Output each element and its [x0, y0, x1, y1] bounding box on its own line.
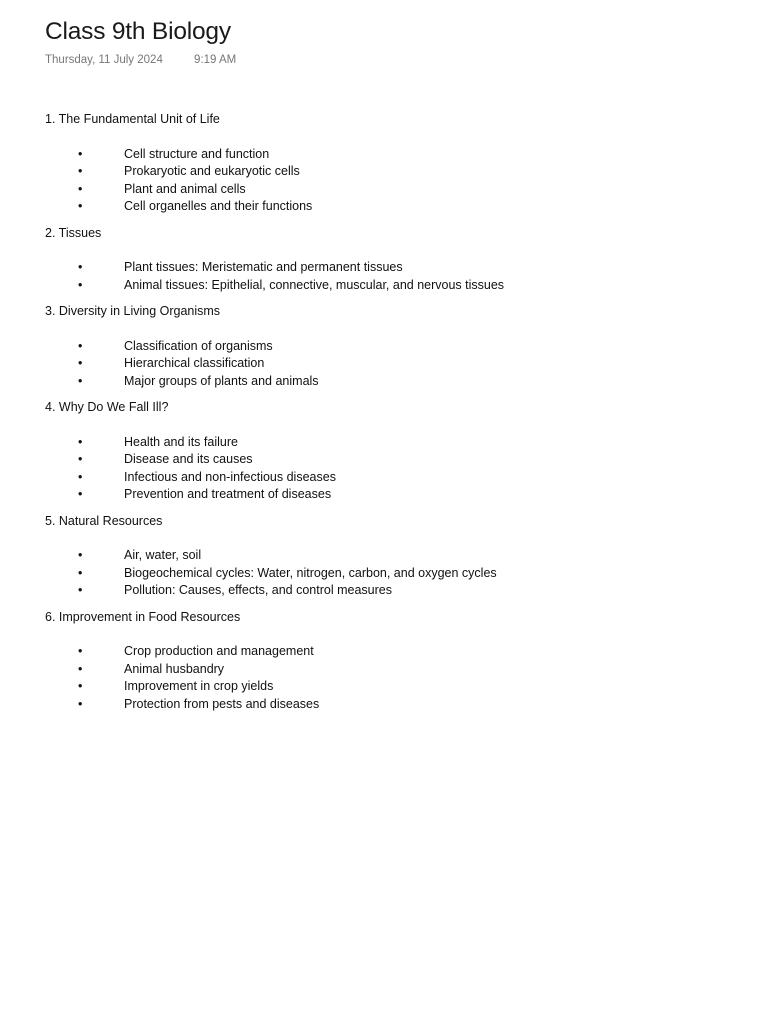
section-heading: 3. Diversity in Living Organisms: [45, 304, 221, 318]
bullet-item-text: Major groups of plants and animals: [124, 373, 319, 388]
section-heading: 2. Tissues: [45, 225, 102, 240]
note-timestamp: [45, 54, 236, 66]
outline-section: [45, 111, 745, 216]
bullet-list: [45, 547, 745, 600]
bullet-list-item: [45, 355, 745, 373]
bullet-list-item: [45, 486, 745, 504]
bullet-icon: •: [78, 696, 83, 711]
bullet-list: [45, 434, 745, 504]
bullet-icon: •: [78, 434, 83, 449]
bullet-icon: •: [78, 469, 83, 484]
bullet-list-item: [45, 163, 745, 181]
bullet-list: [45, 146, 745, 216]
bullet-item-text: Hierarchical classification: [124, 356, 265, 370]
bullet-list-item: [45, 277, 745, 295]
section-heading: 5. Natural Resources: [45, 513, 163, 528]
bullet-list-item: [45, 565, 745, 583]
bullet-list-item: [45, 547, 745, 565]
bullet-icon: •: [78, 277, 83, 292]
bullet-icon: •: [78, 164, 83, 178]
bullet-item-text: Classification of organisms: [124, 338, 273, 353]
bullet-list-item: [45, 146, 745, 164]
bullet-icon: •: [78, 356, 83, 370]
note-date: Thursday, 11 July 2024: [45, 54, 163, 66]
bullet-list-item: [45, 451, 745, 469]
bullet-item-text: Cell organelles and their functions: [124, 199, 313, 213]
bullet-list-item: [45, 181, 745, 199]
bullet-item-text: Improvement in crop yields: [124, 679, 274, 693]
bullet-list-item: [45, 198, 745, 216]
bullet-icon: •: [78, 260, 83, 274]
bullet-list-item: [45, 338, 745, 356]
bullet-icon: •: [78, 452, 83, 466]
outline-section: [45, 225, 745, 295]
bullet-list-item: [45, 582, 745, 600]
outline-section: [45, 609, 745, 714]
page-title[interactable]: Class 9th Biology: [45, 18, 231, 45]
section-heading: 4. Why Do We Fall Ill?: [45, 400, 169, 414]
bullet-icon: •: [78, 146, 83, 161]
bullet-icon: •: [78, 565, 83, 580]
bullet-icon: •: [78, 487, 83, 501]
bullet-item-text: Cell structure and function: [124, 146, 270, 161]
bullet-item-text: Plant tissues: Meristematic and permanent tissues: [124, 260, 403, 274]
outline-section: [45, 303, 745, 390]
bullet-icon: •: [78, 548, 83, 562]
bullet-icon: •: [78, 338, 83, 353]
outline-section: [45, 513, 745, 600]
outline-section: [45, 399, 745, 504]
bullet-list: [45, 643, 745, 713]
bullet-item-text: Air, water, soil: [124, 548, 202, 562]
bullet-item-text: Prevention and treatment of diseases: [124, 487, 332, 501]
bullet-item-text: Prokaryotic and eukaryotic cells: [124, 164, 300, 178]
bullet-item-text: Disease and its causes: [124, 452, 253, 466]
bullet-icon: •: [78, 373, 83, 388]
section-heading: 6. Improvement in Food Resources: [45, 609, 241, 624]
bullet-list-item: [45, 434, 745, 452]
bullet-item-text: Infectious and non-infectious diseases: [124, 469, 336, 484]
bullet-list-item: [45, 696, 745, 714]
bullet-icon: •: [78, 583, 83, 597]
note-body[interactable]: [45, 111, 745, 722]
bullet-item-text: Pollution: Causes, effects, and control measures: [124, 583, 392, 597]
bullet-list-item: [45, 373, 745, 391]
bullet-item-text: Animal tissues: Epithelial, connective, muscular, and nervous tissues: [124, 277, 505, 292]
bullet-list-item: [45, 469, 745, 487]
bullet-icon: •: [78, 199, 83, 213]
bullet-item-text: Animal husbandry: [124, 661, 225, 676]
bullet-list-item: [45, 678, 745, 696]
bullet-item-text: Crop production and management: [124, 644, 314, 658]
bullet-list: [45, 259, 745, 294]
bullet-item-text: Health and its failure: [124, 434, 238, 449]
bullet-icon: •: [78, 644, 83, 658]
bullet-list-item: [45, 643, 745, 661]
bullet-list-item: [45, 661, 745, 679]
bullet-item-text: Protection from pests and diseases: [124, 696, 320, 711]
bullet-icon: •: [78, 679, 83, 693]
bullet-icon: •: [78, 661, 83, 676]
bullet-item-text: Biogeochemical cycles: Water, nitrogen, carbon, and oxygen cycles: [124, 565, 497, 580]
bullet-icon: •: [78, 181, 83, 196]
bullet-item-text: Plant and animal cells: [124, 181, 246, 196]
note-time: 9:19 AM: [194, 54, 237, 66]
bullet-list: [45, 338, 745, 391]
section-heading: 1. The Fundamental Unit of Life: [45, 112, 220, 126]
bullet-list-item: [45, 259, 745, 277]
